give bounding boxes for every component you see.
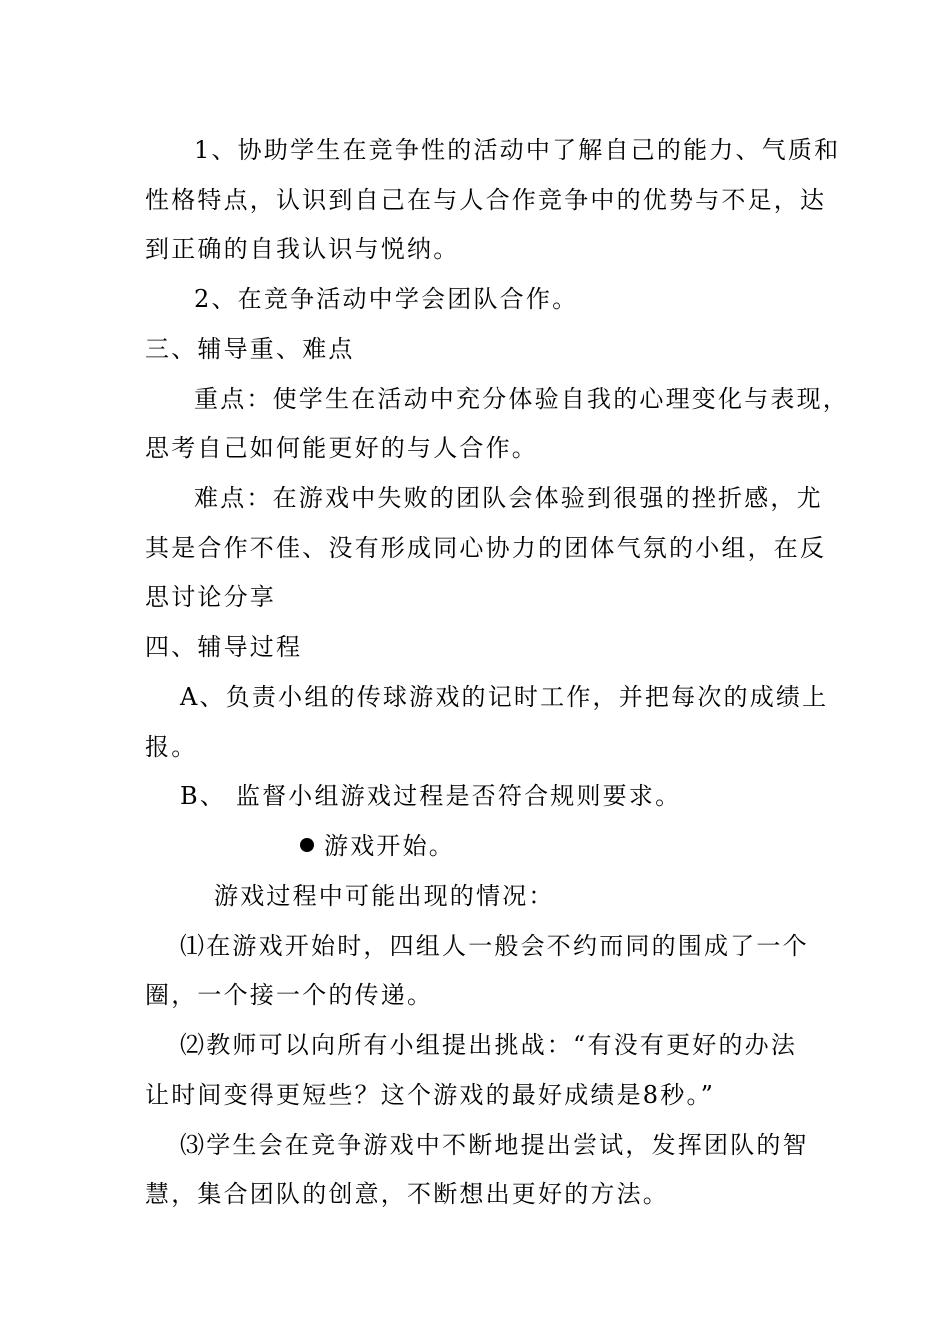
difficulty-line-1: 难点：在游戏中失败的团队会体验到很强的挫折感，尤 <box>194 484 823 512</box>
situation-1-line-1: ⑴在游戏开始时，四组人一般会不约而同的围成了一个 <box>180 932 809 960</box>
objective-1-line-1: 1、协助学生在竞争性的活动中了解自己的能力、气质和 <box>194 136 841 164</box>
objective-2-line: 2、在竞争活动中学会团队合作。 <box>194 285 579 313</box>
objective-1-line-2: 性格特点，认识到自己在与人合作竞争中的优势与不足，达 <box>145 186 827 214</box>
bullet-line <box>300 831 455 861</box>
bullet-text: 游戏开始。 <box>324 832 455 860</box>
difficulty-line-2: 其是合作不佳、没有形成同心协力的团体气氛的小组，在反 <box>145 534 827 562</box>
item-b-line: B、 监督小组游戏过程是否符合规则要求。 <box>180 782 682 810</box>
key-point-line-1: 重点：使学生在活动中充分体验自我的心理变化与表现， <box>194 385 849 413</box>
item-a-line-2: 报。 <box>145 733 198 761</box>
situation-3-line-2: 慧，集合团队的创意，不断想出更好的方法。 <box>145 1180 669 1208</box>
filled-circle-bullet-icon <box>300 838 314 852</box>
situation-2-line-1: ⑵教师可以向所有小组提出挑战：“有没有更好的办法 <box>180 1031 798 1059</box>
difficulty-line-3: 思讨论分享 <box>145 583 276 611</box>
situation-1-line-2: 圈，一个接一个的传递。 <box>145 981 434 1009</box>
situation-3-line-1: ⑶学生会在竞争游戏中不断地提出尝试，发挥团队的智 <box>180 1131 809 1159</box>
section-heading-4: 四、辅导过程 <box>145 633 303 661</box>
situation-2-line-2: 让时间变得更短些？这个游戏的最好成绩是8秒。” <box>145 1081 716 1109</box>
objective-1-line-3: 到正确的自我认识与悦纳。 <box>145 235 460 263</box>
section-heading-3: 三、辅导重、难点 <box>145 335 355 363</box>
key-point-line-2: 思考自己如何能更好的与人合作。 <box>145 434 538 462</box>
item-a-line-1: A、负责小组的传球游戏的记时工作，并把每次的成绩上 <box>180 683 829 711</box>
situations-heading: 游戏过程中可能出现的情况： <box>214 882 555 910</box>
